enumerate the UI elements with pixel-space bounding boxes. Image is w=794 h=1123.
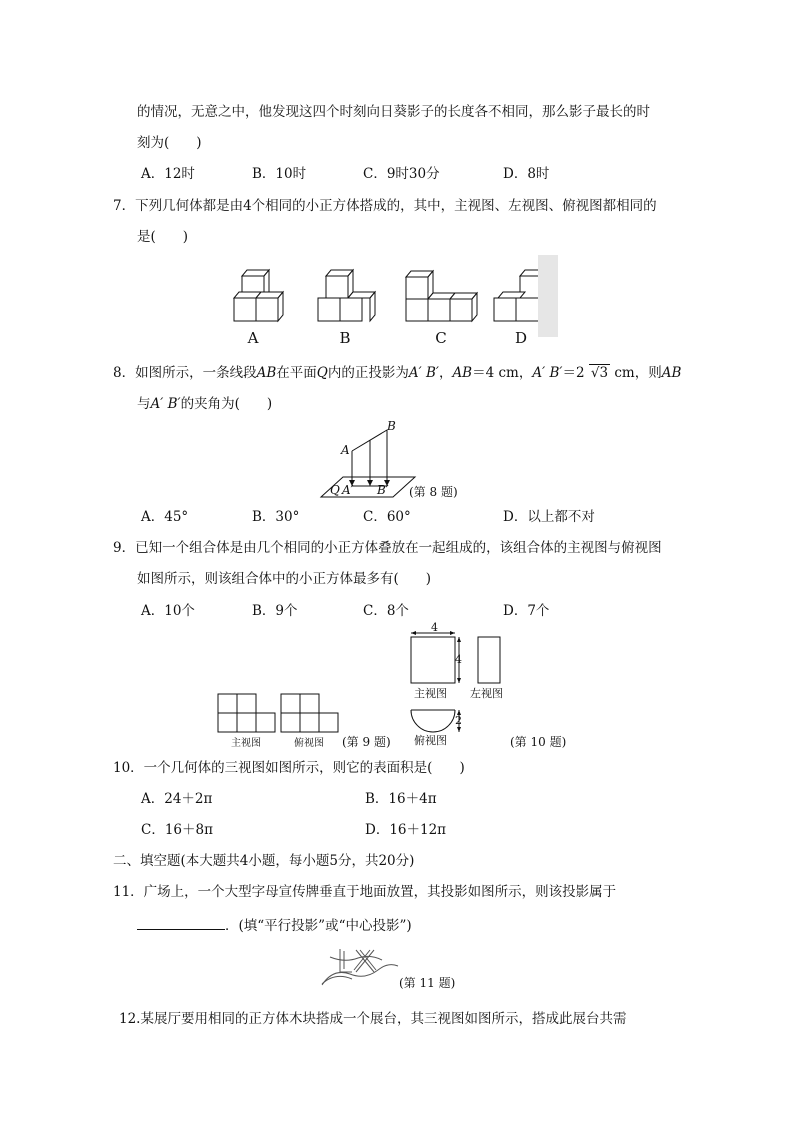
q8-label-q: Q [330, 483, 340, 497]
q8-apbp3: A′ B′ [150, 396, 181, 412]
q10-label-left: 左视图 [470, 687, 503, 700]
q10-caption: (第 10 题) [510, 735, 567, 749]
q6-option-a: A．12时 [141, 166, 195, 182]
q11-line1: 11．广场上，一个大型字母宣传牌垂直于地面放置，其投影如图所示，则该投影属于 [113, 884, 617, 900]
q8-root-value: 3 [599, 365, 609, 381]
q8-option-b: B．30° [252, 509, 300, 525]
q8-ab: AB [256, 365, 277, 381]
q9-option-d: D．7个 [503, 603, 550, 619]
q9-option-a: A．10个 [141, 603, 195, 619]
q10-label-front: 主视图 [414, 687, 447, 700]
q8-text-d: ＝4 cm， [472, 365, 533, 381]
q10-dim-depth: 2 [455, 714, 462, 727]
q7-label-c: C [435, 329, 447, 347]
q8-option-a: A．45° [141, 509, 189, 525]
q6-option-d: D．8时 [503, 166, 550, 182]
q8-text-a: 8．如图所示，一条线段 [113, 365, 257, 381]
q7-label-a: A [247, 329, 259, 347]
q11-caption: (第 11 题) [399, 976, 456, 990]
q10-option-b: B．16＋4π [365, 791, 437, 807]
q8-ab3: AB [661, 365, 682, 381]
q8-plane-q: Q [316, 365, 328, 381]
q9-line2: 如图所示，则该组合体中的小正方体最多有( ) [137, 571, 432, 587]
q10-line1: 10．一个几何体的三视图如图所示，则它的表面积是( ) [113, 760, 465, 776]
q11-letter-shadow [322, 949, 398, 985]
q8-text-c: 内的正投影为 [327, 365, 409, 381]
q10-option-a: A．24＋2π [141, 791, 213, 807]
q8-text-f: cm，则 [614, 365, 662, 381]
q10-option-c: C．16＋8π [141, 822, 213, 838]
q6-line1: 的情况，无意之中，他发现这四个时刻向日葵影子的长度各不相同，那么影子最长的时 [137, 104, 650, 120]
q8-label-ap: A′ [342, 483, 354, 497]
q10-dim-height: 4 [455, 653, 462, 666]
q8-option-c: C．60° [363, 509, 411, 525]
q8-label-a: A [341, 443, 350, 457]
q8-text-b: 在平面 [276, 365, 317, 381]
q8-option-d: D．以上都不对 [503, 509, 595, 525]
q8-label-b: B [387, 419, 396, 433]
q9-caption: (第 9 题) [342, 735, 391, 749]
q8-caption: (第 8 题) [409, 485, 458, 499]
q7-line1: 7．下列几何体都是由4个相同的小正方体搭成的，其中，主视图、左视图、俯视图都相同的 [113, 198, 657, 214]
q10-option-d: D．16＋12π [365, 822, 447, 838]
q8-text-sep: ， [438, 365, 453, 381]
q8-ab2: AB [452, 365, 473, 381]
q10-dim-width: 4 [431, 621, 438, 634]
q10-label-top: 俯视图 [414, 734, 447, 747]
q8-label-bp: B′ [377, 483, 389, 497]
q6-option-b: B．10时 [252, 166, 307, 182]
q11-line2-text: ．(填“平行投影”或“中心投影”) [225, 918, 412, 934]
q8-text-h: 的夹角为( ) [180, 396, 273, 412]
q8-text-g: 与 [137, 396, 151, 412]
q7-label-b: B [339, 329, 351, 347]
q8-sqrt: √3 [590, 365, 609, 381]
q9-option-b: B．9个 [252, 603, 298, 619]
section2-heading: 二、填空题(本大题共4小题，每小题5分，共20分) [113, 853, 415, 869]
q6-line2: 刻为( ) [137, 135, 202, 151]
q8-apbp2: A′ B′ [532, 365, 563, 381]
q9-line1: 9．已知一个组合体是由几个相同的小正方体叠放在一起组成的，该组合体的主视图与俯视图 [113, 540, 662, 556]
q7-line2: 是( ) [137, 229, 189, 245]
q8-apbp: A′ B′ [408, 365, 439, 381]
q8-text-e: ＝2 [562, 365, 585, 381]
q9-label-top: 俯视图 [294, 738, 324, 749]
q12-line1: 12.某展厅要用相同的正方体木块搭成一个展台，其三视图如图所示，搭成此展台共需 [119, 1011, 627, 1027]
q7-label-d: D [514, 329, 528, 347]
q6-option-c: C．9时30分 [363, 166, 440, 182]
q9-option-c: C．8个 [363, 603, 409, 619]
q9-label-front: 主视图 [231, 738, 261, 749]
